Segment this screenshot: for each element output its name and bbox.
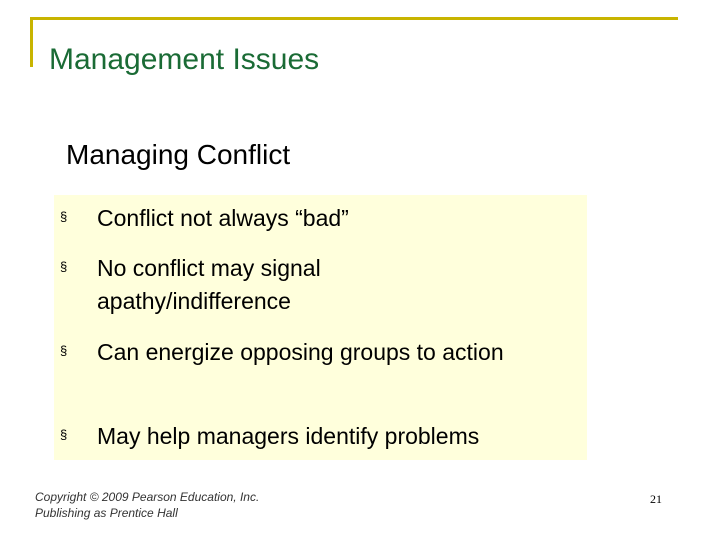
slide-title: Management Issues: [49, 43, 320, 76]
page-number: 21: [650, 492, 662, 506]
bullet-text: Can energize opposing groups to action: [97, 339, 504, 365]
bullet-marker-icon: §: [60, 259, 68, 274]
section-heading: Managing Conflict: [66, 139, 291, 170]
publisher-line: Publishing as Prentice Hall: [35, 506, 178, 520]
bullet-marker-icon: §: [60, 209, 68, 224]
footer-copyright: [35, 489, 259, 521]
frame-left-rule: [30, 17, 33, 67]
bullet-marker-icon: §: [60, 427, 68, 442]
bullet-text: No conflict may signal apathy/indifference: [97, 255, 321, 314]
bullet-text: May help managers identify problems: [97, 423, 480, 449]
copyright-line: Copyright © 2009 Pearson Education, Inc.: [35, 490, 260, 504]
bullet-list-box: [54, 195, 587, 460]
frame-top-rule: [30, 17, 678, 20]
bullet-marker-icon: §: [60, 343, 68, 358]
bullet-text: Conflict not always “bad”: [97, 205, 349, 231]
